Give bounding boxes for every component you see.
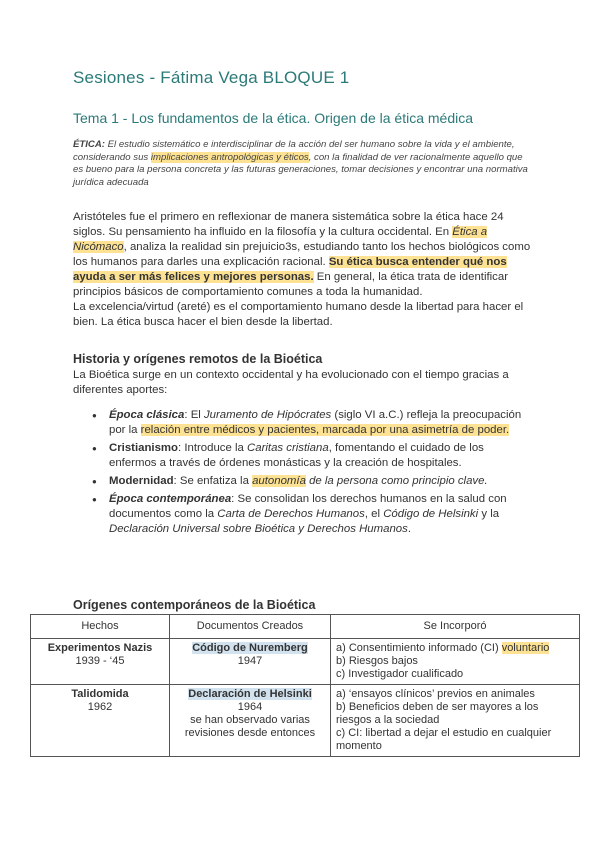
column-header: Documentos Creados bbox=[170, 615, 331, 639]
table-cell: Declaración de Helsinki 1964 se han observado varias revisiones desde entonces bbox=[170, 685, 331, 757]
etica-definition: ÉTICA: El estudio sistemático e interdisciplinar de la acción del ser humano sobre la vida y el ambiente, considerando sus implicaciones antropológicas y éticos, con la finalidad de ver racionalmente aquello que es bueno para la persona concreta y las futuras generaciones, tomar decisiones y encontrar una normativa jurídica adecuada bbox=[73, 139, 528, 188]
origenes-table bbox=[30, 614, 580, 757]
highlight: implicaciones antropológicas y éticos bbox=[150, 151, 309, 163]
list-item: ● Época contemporánea: Se consolidan los derechos humanos en la salud con documentos como la Carta de Derechos Humanos, el Código de Helsinki y la Declaración Universal sobre Bioética y Derechos Humanos. bbox=[92, 492, 522, 537]
table-row bbox=[31, 685, 580, 757]
areté-paragraph: La excelencia/virtud (areté) es el comportamiento humano desde la libertad para hacer el bien. La ética busca hacer el bien desde la libertad. bbox=[73, 301, 524, 328]
list-item: ● Época clásica: El Juramento de Hipócrates (siglo VI a.C.) refleja la preocupación por la relación entre médicos y pacientes, marcada por una asimetría de poder. bbox=[92, 408, 522, 438]
list-item: ● Modernidad: Se enfatiza la autonomía de la persona como principio clave. bbox=[92, 474, 522, 489]
highlight: Código de Nuremberg bbox=[192, 642, 308, 654]
historia-intro: La Bioética surge en un contexto occidental y ha evolucionado con el tiempo gracias a diferentes aportes: bbox=[73, 369, 509, 396]
historia-list bbox=[92, 408, 522, 540]
table-cell: Experimentos Nazis 1939 - ‘45 bbox=[31, 639, 170, 685]
list-item: ● Cristianismo: Introduce la Caritas cristiana, fomentando el cuidado de los enfermos a través de órdenes monásticas y la creación de hospitales. bbox=[92, 441, 522, 471]
table-cell: Código de Nuremberg 1947 bbox=[170, 639, 331, 685]
column-header: Se Incorporó bbox=[331, 615, 580, 639]
table-cell: a) Consentimiento informado (CI) voluntario b) Riesgos bajos c) Investigador cualificado bbox=[331, 639, 580, 685]
table-cell: Talidomida 1962 bbox=[31, 685, 170, 757]
highlight: autonomía bbox=[252, 475, 306, 487]
historia-heading: Historia y orígenes remotos de la Bioética bbox=[73, 352, 323, 366]
aristoteles-paragraph: Aristóteles fue el primero en reflexionar de manera sistemática sobre la ética hace 24 siglos. Su pensamiento ha influido en la filosofía y la cultura occidental. En Ética a Nicómaco, analiza la realidad sin prejuicio3s, estudiando tanto los hechos biológicos como los humanos para darles una explicación racional. Su ética busca entender qué nos ayuda a ser más felices y mejores personas. En general, la ética trata de identificar principios básicos de comportamiento comunes a toda la humanidad. La excelencia/virtud (areté) es el comportamiento humano desde la libertad para hacer el bien. La ética busca hacer el bien desde la libertad. bbox=[73, 211, 531, 328]
highlight: relación entre médicos y pacientes, marcada por una asimetría de poder. bbox=[140, 424, 510, 436]
column-header: Hechos bbox=[31, 615, 170, 639]
document-title: Sesiones - Fátima Vega BLOQUE 1 bbox=[73, 68, 350, 87]
origenes-heading: Orígenes contemporáneos de la Bioética bbox=[73, 598, 316, 612]
table-header-row bbox=[31, 615, 580, 639]
highlight: voluntario bbox=[501, 642, 550, 654]
table-cell: a) ‘ensayos clínicos’ previos en animales b) Beneficios deben de ser mayores a los riesgos a la sociedad c) CI: libertad a dejar el estudio en cualquier momento bbox=[331, 685, 580, 757]
tema-heading: Tema 1 - Los fundamentos de la ética. Origen de la ética médica bbox=[73, 110, 473, 126]
obra-title: Ética a Nicómaco bbox=[73, 226, 488, 253]
table-row bbox=[31, 639, 580, 685]
etica-label: ÉTICA: bbox=[73, 139, 105, 150]
highlight: Declaración de Helsinki bbox=[188, 688, 312, 700]
highlight: Su ética busca entender qué nos ayuda a ser más felices y mejores personas. bbox=[73, 256, 507, 283]
